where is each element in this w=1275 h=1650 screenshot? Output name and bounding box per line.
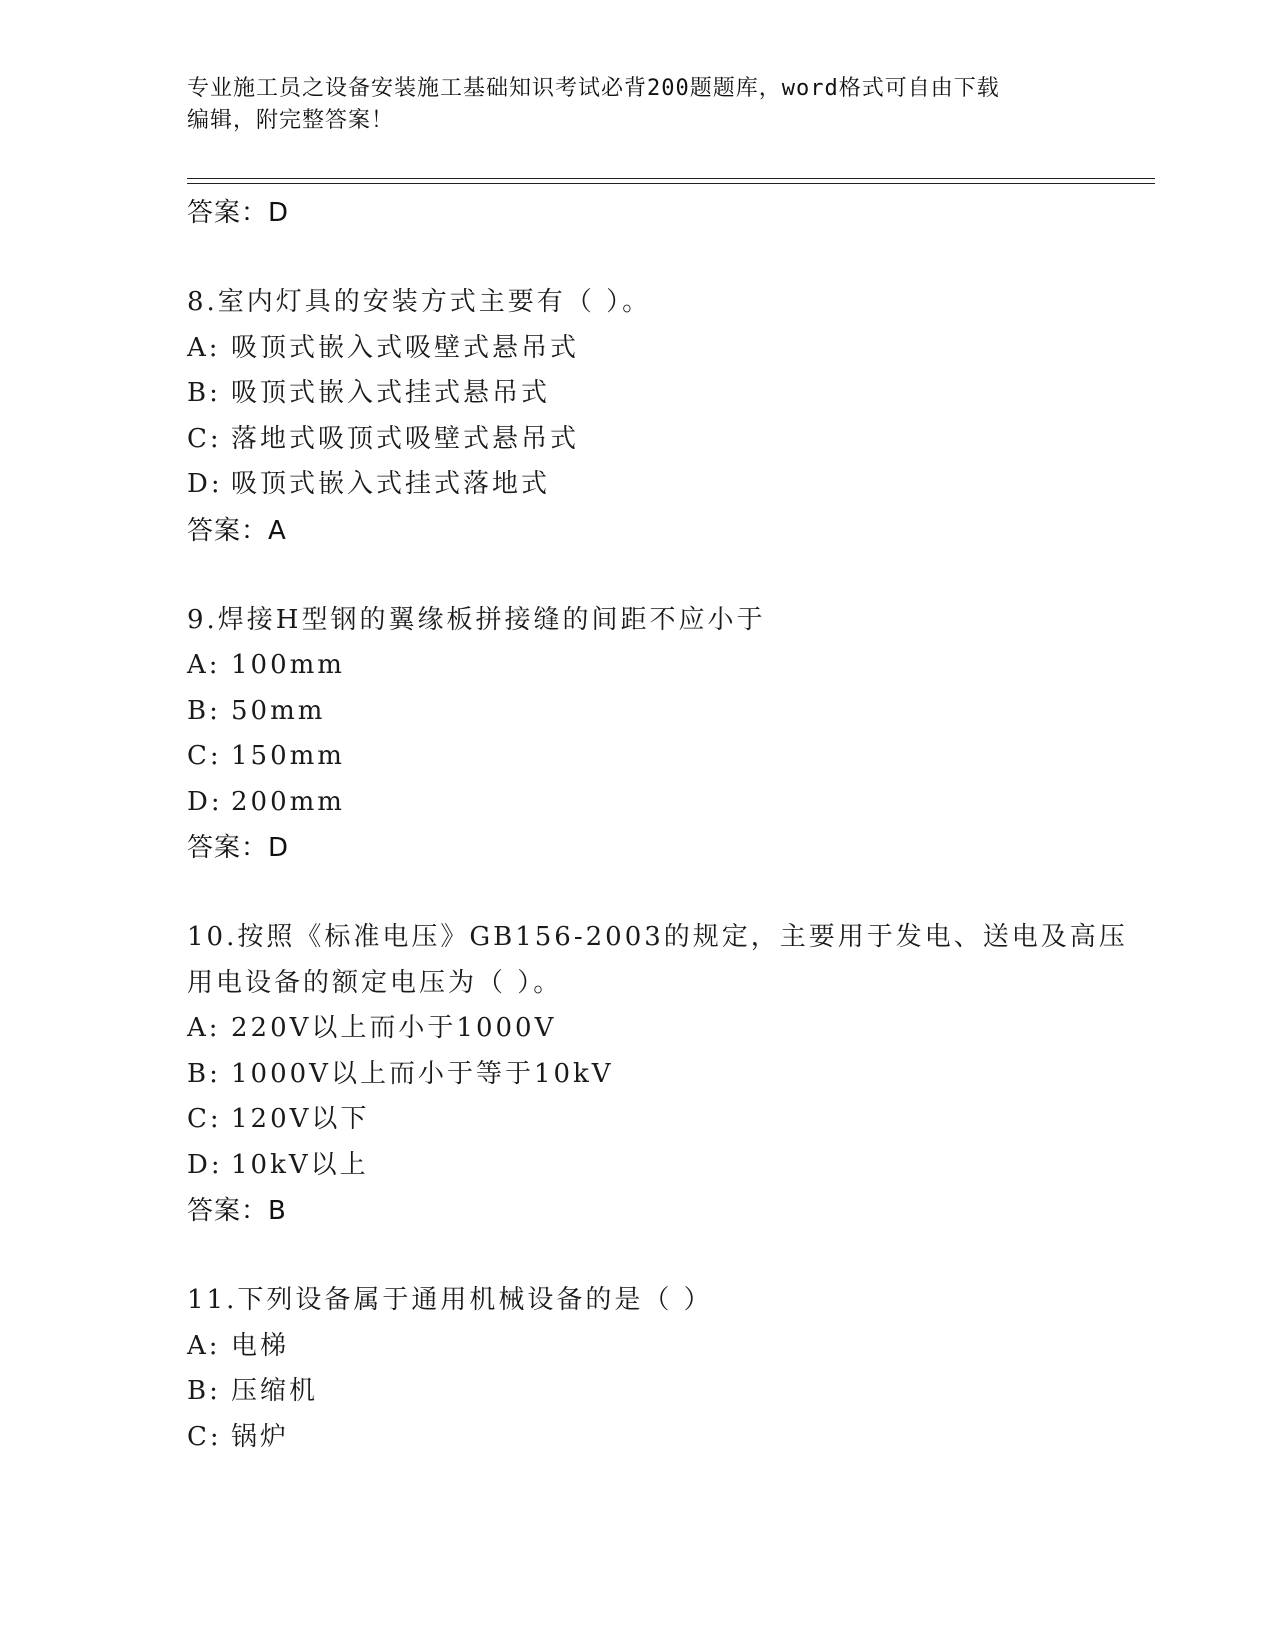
option-a [187, 326, 1155, 372]
option-text: 落地式吸顶式吸壁式悬吊式 [231, 423, 580, 454]
option-d [187, 1143, 1155, 1189]
option-text: 锅炉 [231, 1421, 290, 1452]
question-block [187, 915, 1155, 1234]
option-b [187, 1369, 1155, 1415]
option-c [187, 1415, 1155, 1461]
answer-prefix: 答案： [187, 515, 269, 546]
option-label: C: [187, 1421, 222, 1452]
question-stem: 10.按照《标准电压》GB156-2003的规定，主要用于发电、送电及高压 [187, 922, 1128, 952]
option-text: 100mm [231, 650, 345, 680]
question-answer [187, 825, 1155, 871]
header-line-1: 专业施工员之设备安装施工基础知识考试必背200题题库，word格式可自由下载 [187, 76, 1000, 101]
option-text: 吸顶式嵌入式挂式悬吊式 [231, 378, 551, 408]
answer-value: A [268, 515, 287, 546]
option-label: B: [187, 1058, 221, 1089]
option-text: 吸顶式嵌入式吸壁式悬吊式 [231, 332, 580, 363]
answer-prefix: 答案： [187, 198, 269, 228]
option-label: D: [187, 1149, 223, 1180]
option-label: B: [187, 378, 221, 408]
option-text: 220V以上而小于1000V [231, 1013, 557, 1043]
question-answer [187, 508, 1155, 554]
option-a [187, 643, 1155, 689]
header-divider-top [187, 178, 1155, 179]
question-block [187, 280, 1155, 554]
question-stem: 9.焊接H型钢的翼缘板拼接缝的间距不应小于 [187, 604, 766, 635]
document-header [187, 73, 1087, 137]
option-label: B: [187, 695, 221, 726]
option-text: 1000V以上而小于等于10kV [231, 1058, 614, 1089]
answer-prefix: 答案： [187, 1196, 269, 1226]
option-text: 电梯 [231, 1330, 290, 1361]
option-a [187, 1006, 1155, 1052]
question-answer [187, 1188, 1155, 1234]
option-c [187, 734, 1155, 780]
question-list [187, 190, 1155, 1460]
option-label: C: [187, 423, 222, 454]
answer-value: D [268, 198, 290, 228]
header-divider-bottom [187, 183, 1155, 184]
option-label: C: [187, 1104, 222, 1134]
answer-value: B [268, 1196, 287, 1226]
option-text: 150mm [231, 741, 345, 771]
option-label: A: [187, 332, 221, 363]
option-a [187, 1324, 1155, 1370]
header-line-2: 编辑，附完整答案！ [187, 108, 395, 133]
option-label: D: [187, 786, 223, 817]
option-label: B: [187, 1376, 221, 1406]
question-stem: 11.下列设备属于通用机械设备的是（ ） [187, 1285, 713, 1315]
option-text: 10kV以上 [231, 1149, 369, 1180]
question-stem-continued: 用电设备的额定电压为（ ）。 [187, 967, 563, 998]
option-b [187, 689, 1155, 735]
option-label: A: [187, 1330, 221, 1361]
option-text: 压缩机 [231, 1376, 319, 1406]
option-label: D: [187, 469, 223, 499]
question-stem: 8.室内灯具的安装方式主要有（ ）。 [187, 287, 652, 317]
option-text: 50mm [231, 695, 326, 726]
answer-prefix: 答案： [187, 833, 269, 863]
option-label: A: [187, 1013, 221, 1043]
option-b [187, 371, 1155, 417]
option-text: 120V以下 [231, 1104, 370, 1134]
option-label: C: [187, 741, 222, 771]
question-block [187, 598, 1155, 872]
option-text: 吸顶式嵌入式挂式落地式 [231, 469, 551, 499]
option-text: 200mm [231, 786, 345, 817]
option-d [187, 780, 1155, 826]
option-b [187, 1052, 1155, 1098]
option-c [187, 1097, 1155, 1143]
question-block [187, 1278, 1155, 1460]
option-label: A: [187, 650, 221, 680]
option-c [187, 417, 1155, 463]
previous-answer [187, 190, 1155, 236]
option-d [187, 462, 1155, 508]
answer-value: D [268, 833, 290, 863]
